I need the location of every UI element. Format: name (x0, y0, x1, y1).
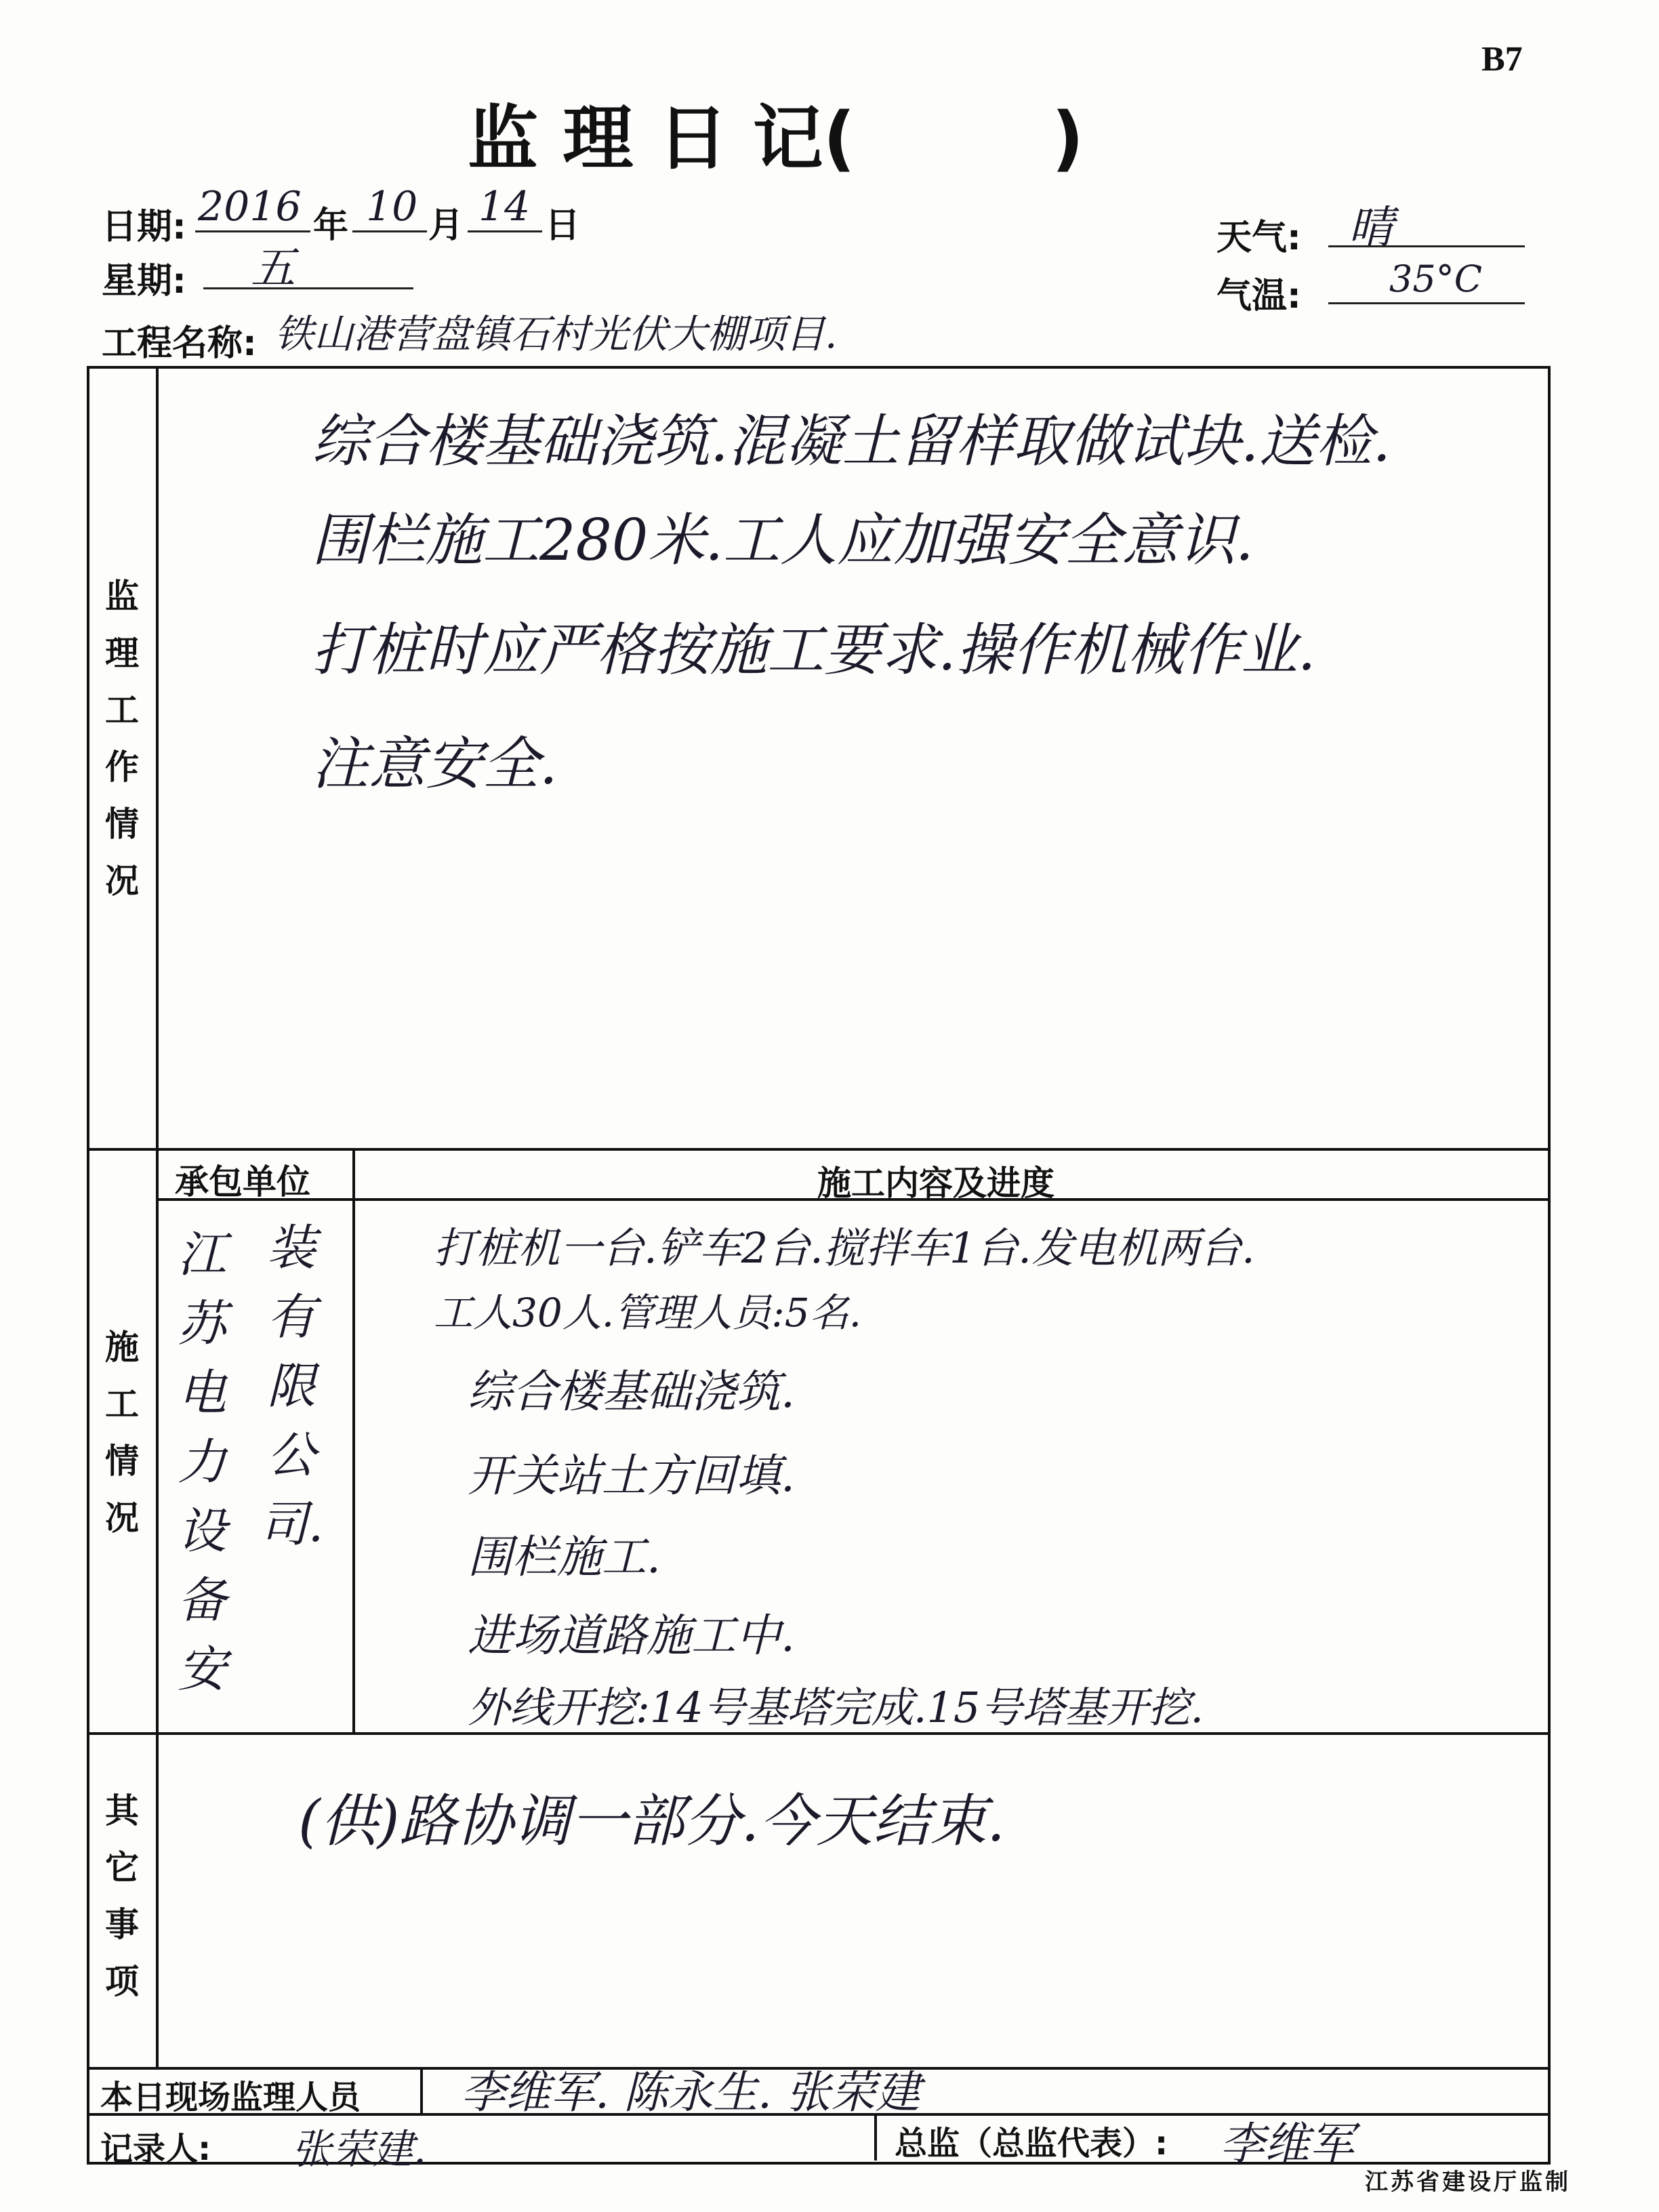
temperature-label: 气温: (1216, 276, 1301, 316)
supervision-section-label: 监 理 工 作 情 况 (105, 577, 139, 901)
progress-line: 开关站土方回填. (468, 1450, 795, 1502)
other-matters-text: (供)路协调一部分.今天结束. (298, 1788, 1005, 1854)
issuer-mark: 江苏省建设厅监制 (1365, 2169, 1571, 2196)
supervision-line: 综合楼基础浇筑.混凝土留样取做试块.送检. (312, 408, 1391, 474)
supervision-line: 打桩时应严格按施工要求.操作机械作业. (312, 617, 1316, 683)
staff-label: 本日现场监理人员 (100, 2078, 361, 2116)
chief-label: 总监（总监代表）: (895, 2125, 1168, 2163)
contractor-name-col2: 装 有 限 公 司. (259, 1219, 324, 1553)
supervision-line: 围栏施工280米.工人应加强安全意识. (312, 507, 1254, 573)
date-month: 10 (366, 183, 418, 230)
day-unit: 日 (545, 205, 581, 246)
year-unit: 年 (313, 205, 349, 246)
date-day: 14 (478, 183, 531, 230)
weekday-value: 五 (251, 242, 295, 294)
progress-line: 工人30人.管理人员:5名. (434, 1290, 862, 1336)
contractor-name-col1: 江 苏 电 力 设 备 安 (177, 1226, 226, 1698)
page-title: 监 理 日 记( ) (468, 97, 1084, 180)
date-year: 2016 (198, 183, 302, 230)
weekday-label: 星期: (102, 261, 186, 302)
supervision-line: 注意安全. (312, 731, 558, 797)
form-code: B7 (1481, 40, 1523, 79)
other-section-label: 其 它 事 项 (105, 1791, 139, 2001)
weather-value: 晴 (1349, 201, 1393, 253)
progress-line: 围栏施工. (468, 1531, 661, 1583)
temperature-value: 35°C (1389, 258, 1483, 300)
project-label: 工程名称: (102, 323, 257, 364)
progress-line: 打桩机一台.铲车2台.搅拌车1台.发电机两台. (434, 1223, 1255, 1273)
progress-line: 外线开挖:14号基塔完成.15号塔基开挖. (468, 1683, 1204, 1732)
progress-header: 施工内容及进度 (817, 1164, 1054, 1203)
staff-names: 李维军. 陈永生. 张荣建 (461, 2066, 920, 2118)
progress-line: 综合楼基础浇筑. (468, 1366, 795, 1418)
project-name: 铁山港营盘镇石村光伏大棚项目. (274, 311, 838, 357)
month-unit: 月 (428, 205, 464, 246)
progress-line: 进场道路施工中. (468, 1610, 795, 1662)
recorder-name: 张荣建. (291, 2126, 427, 2173)
weather-label: 天气: (1216, 218, 1301, 258)
chief-name: 李维军 (1220, 2118, 1354, 2170)
recorder-label: 记录人: (100, 2130, 211, 2168)
construction-section-label: 施 工 情 况 (105, 1328, 139, 1538)
contractor-header: 承包单位 (175, 1162, 310, 1202)
date-label: 日期: (102, 207, 186, 247)
